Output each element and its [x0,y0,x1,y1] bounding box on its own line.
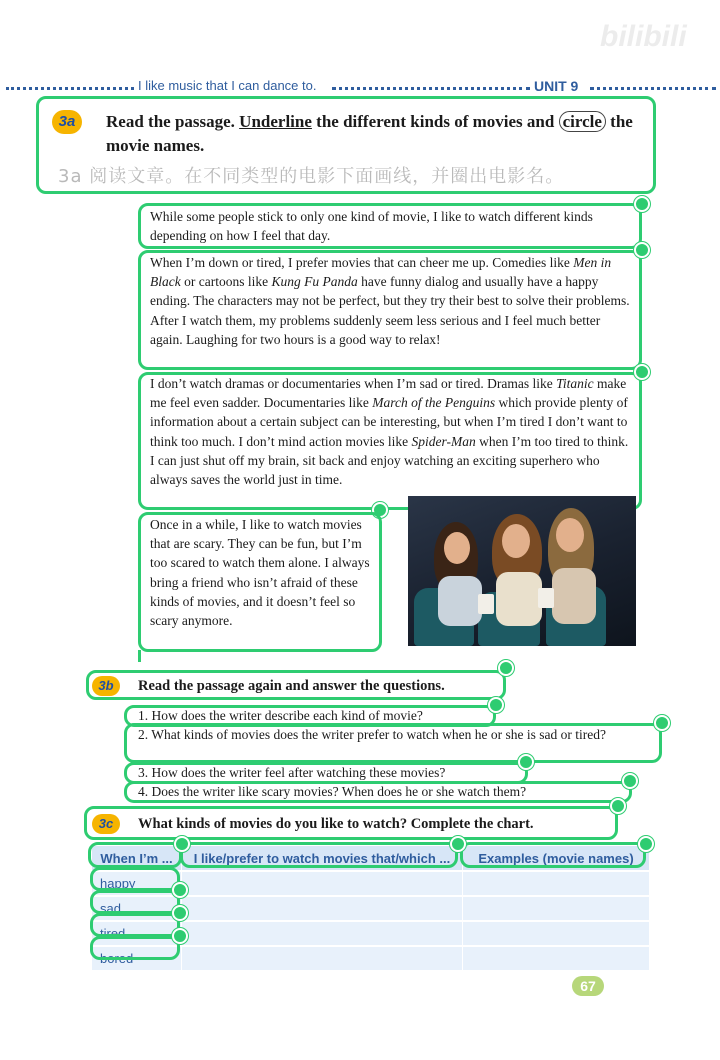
badge-3a: 3a [52,110,82,134]
movie-title-march-of-the-penguins: March of the Penguins [372,395,496,411]
section-3c-heading: What kinds of movies do you like to watch? Complete the chart. [138,816,534,832]
badge-3b: 3b [92,676,120,696]
row-label: bored [92,946,182,970]
header-dots-right [590,87,716,90]
answer-cell[interactable] [182,896,463,921]
column-header-like: I like/prefer to watch movies that/which ... [182,846,463,871]
answer-cell[interactable] [463,946,650,970]
chart-header-highlight [88,842,182,868]
answer-cell[interactable] [182,871,463,896]
column-header-examples: Examples (movie names) [463,846,650,871]
highlight-handle[interactable] [518,754,534,770]
highlight-handle[interactable] [654,715,670,731]
row-label-highlight [90,890,180,914]
highlight-handle[interactable] [172,905,188,921]
question-4: 4. Does the writer like scary movies? When does he or she watch them? [138,784,527,799]
answer-cell[interactable] [463,871,650,896]
movie-title-titanic: Titanic [556,376,594,391]
row-label: happy [92,871,182,896]
question-2: 2. What kinds of movies does the writer prefer to watch when he or she is sad or tired? [138,727,606,742]
highlight-handle[interactable] [634,196,650,212]
highlight-handle[interactable] [498,660,514,676]
chinese-caption: 3a 阅读文章。在不同类型的电影下面画线，并圈出电影名。 [58,166,565,187]
highlight-handle[interactable] [488,697,504,713]
paragraph-2: When I’m down or tired, I prefer movies that can cheer me up. Comedies like Men in Black or cartoons like Kung Fu Panda have funny dialog and usually have a happy ending. The characters may not be perfect, but they try their best to solve their problems. After I watch them, my problems suddenly seem less serious and I feel much better again. Laughing for two hours is a good way to relax! [150,255,630,347]
cinema-photo [408,496,636,646]
question-3: 3. How does the writer feel after watching these movies? [138,765,446,780]
highlight-handle[interactable] [634,242,650,258]
column-header-when: When I’m ... [92,846,182,871]
highlight-handle[interactable] [174,836,190,852]
answer-cell[interactable] [182,921,463,946]
highlight-handle[interactable] [172,928,188,944]
paragraph-1: While some people stick to only one kind of movie, I like to watch different kinds depending on how I feel that day. [150,209,593,244]
chart-header-highlight [460,842,646,868]
row-label-highlight [90,936,180,960]
page-number: 67 [572,976,604,996]
movie-title-men-in-black: Men in Black [150,255,612,290]
highlight-handle[interactable] [172,882,188,898]
badge-3c: 3c [92,814,120,834]
header-dots-left [6,87,134,90]
highlight-line [138,650,141,662]
row-label-highlight [90,867,180,891]
movie-title-spider-man: Spider-Man [411,433,476,449]
section-3b-heading: Read the passage again and answer the questions. [138,678,445,694]
paragraph-3: I don’t watch dramas or documentaries when I’m sad or tired. Dramas like Titanic make me feel even sadder. Documentaries like March of the Penguins which provide plenty of information about a certain subject can be interesting, but when I’m tired I don’t want to think too much. I don’t mind action movies like Spider-Man when I’m too tired to think. I can just shut off my brain, sit back and enjoy watching an exciting superhero who always saves the world just in time. [150,376,629,488]
highlight-handle[interactable] [638,836,654,852]
row-label: sad [92,896,182,921]
section-3a-instruction: Read the passage. Underline the different kinds of movies and circle the movie names. [106,112,633,155]
header-title: I like music that I can dance to. [138,78,317,93]
movie-title-kung-fu-panda: Kung Fu Panda [271,274,358,290]
answer-cell[interactable] [463,896,650,921]
paragraph-4: Once in a while, I like to watch movies that are scary. They can be fun, but I’m too scared to watch them alone. I always bring a friend who isn’t afraid of these kinds of movies, and it doesn’t feel so scary anymore. [150,517,370,629]
highlight-handle[interactable] [610,798,626,814]
row-label-highlight [90,913,180,937]
question-1: 1. How does the writer describe each kind of movie? [138,708,423,723]
answer-cell[interactable] [463,921,650,946]
header-dots-middle [332,87,530,90]
unit-label: UNIT 9 [534,78,579,94]
highlight-handle[interactable] [634,364,650,380]
chart-header-highlight [180,842,458,868]
highlight-handle[interactable] [622,773,638,789]
row-label: tired [92,921,182,946]
answer-cell[interactable] [182,946,463,970]
bilibili-watermark: bilibili [600,20,687,53]
highlight-handle[interactable] [450,836,466,852]
